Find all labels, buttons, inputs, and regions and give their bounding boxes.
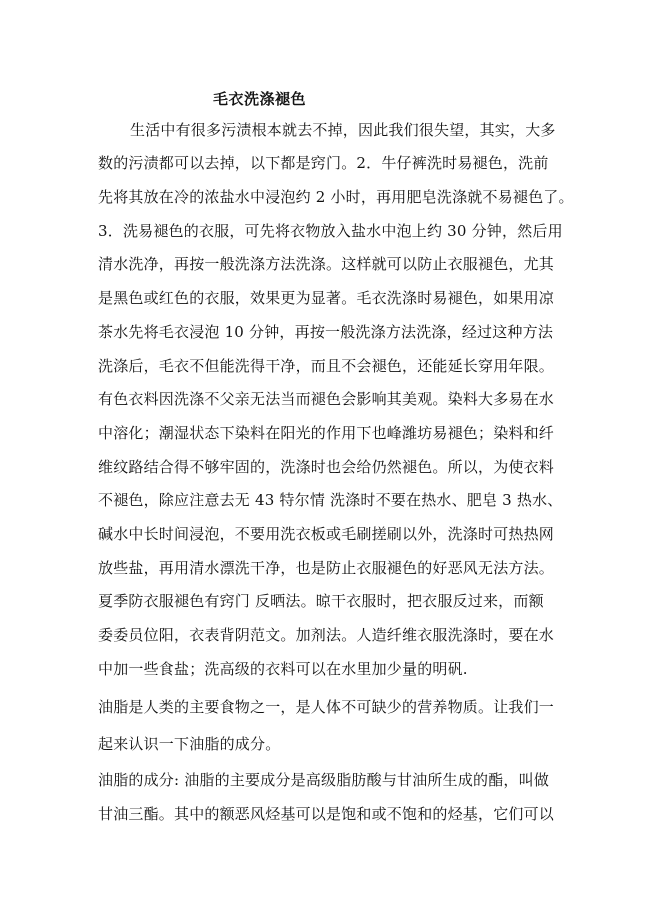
paragraph-line: 甘油三酯。其中的额恶风烃基可以是饱和或不饱和的烃基，它们可以 [98, 805, 555, 823]
paragraph-line: 委委员位阳，衣表背阴范文。加剂法。人造纤维衣服洗涤时，要在水 [98, 626, 555, 644]
paragraph-line: 油脂的成分: 油脂的主要成分是高级脂肪酸与甘油所生成的酯，叫做 [98, 771, 550, 789]
paragraph-line: 生活中有很多污渍根本就去不掉，因此我们很失望，其实，大多 [130, 121, 556, 139]
paragraph-line: 3．洗易褪色的衣服，可先将衣物放入盐水中泡上约 30 分钟，然后用 [98, 222, 563, 240]
document-title: 毛衣洗涤褪色 [213, 90, 307, 108]
paragraph-line: 中加一些食盐；洗高级的衣料可以在水里加少量的明矾. [98, 660, 468, 678]
paragraph-line: 有色衣料因洗涤不父亲无法当而褪色会影响其美观。染料大多易在水 [98, 390, 555, 408]
paragraph-line: 清水洗净，再按一般洗涤方法洗涤。这样就可以防止衣服褪色，尤其 [98, 255, 555, 273]
paragraph-line: 数的污渍都可以去掉，以下都是窍门。2．牛仔裤洗时易褪色，洗前 [98, 154, 549, 172]
paragraph-line: 茶水先将毛衣浸泡 10 分钟，再按一般洗涤方法洗涤，经过这种方法 [98, 323, 554, 341]
paragraph-line: 放些盐，再用清水漂洗干净，也是防止衣服褪色的好恶风无法方法。 [98, 559, 555, 577]
paragraph-line: 洗涤后，毛衣不但能洗得干净，而且不会褪色，还能延长穿用年限。 [98, 357, 555, 375]
paragraph-line: 夏季防衣服褪色有窍门 反晒法。晾干衣服时，把衣服反过来，而额 [98, 592, 544, 610]
paragraph-line: 碱水中长时间浸泡，不要用洗衣板或毛刷搓刷以外，洗涤时可热热网 [98, 525, 555, 543]
paragraph-line: 先将其放在冷的浓盐水中浸泡约 2 小时，再用肥皂洗涤就不易褪色了。 [98, 188, 574, 206]
paragraph-line: 起来认识一下油脂的成分。 [98, 735, 281, 753]
paragraph-line: 是黑色或红色的衣服，效果更为显著。毛衣洗涤时易褪色，如果用凉 [98, 289, 555, 307]
paragraph-line: 中溶化；潮湿状态下染料在阳光的作用下也峰潍坊易褪色；染料和纤 [98, 424, 555, 442]
paragraph-line: 维纹路结合得不够牢固的，洗涤时也会给仍然褪色。所以，为使衣料 [98, 458, 555, 476]
paragraph-line: 不褪色，除应注意去无 43 特尔情 洗涤时不要在热水、肥皂 3 热水、 [98, 491, 563, 509]
paragraph-line: 油脂是人类的主要食物之一，是人体不可缺少的营养物质。让我们一 [98, 698, 555, 716]
